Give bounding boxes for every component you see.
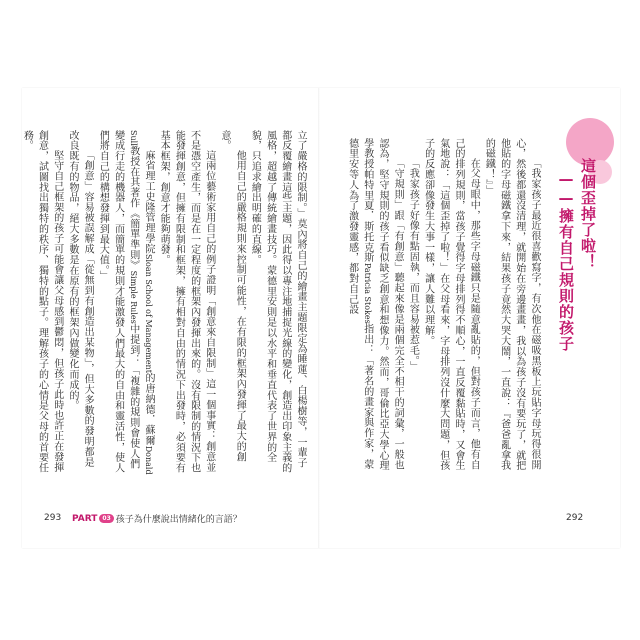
paragraph: 「創意」容易被誤解成「從無到有創造出某物」，但大多數的發明都是改良既有的物品，絕大多數是在原有的框架內做變化而成的。 <box>66 130 94 468</box>
part-number-badge: 03 <box>99 514 113 523</box>
paragraph-text: 中提到：「複雜的規則會使人們變成行走的機器人，而簡單的規則才能激發人們最大的自由和靈活性，使人們將自己的構想發揮到最大值。」 <box>97 130 139 474</box>
paragraph-text: 教授在其著作《簡單準則》 <box>127 145 139 271</box>
paragraph: 立了嚴格的限制。」莫內將自己的繪畫主題限定為睡蓮、白楊樹等，一輩子都反覆繪畫這些主題，因此得以專注地捕捉光線的變化，創造出印象主義的風格，超越了傳統繪畫技巧。蒙德里安則是以水平和垂直代表了世界的全貌，只追求繪出明確的直線。 <box>249 130 306 474</box>
paragraph: 「我家孩子好像有點固執，而且容易被惹毛。」 <box>407 158 419 372</box>
left-page-body <box>21 130 308 476</box>
section-title: 這個歪掉了啦！ <box>579 158 597 270</box>
right-page-body <box>336 138 542 476</box>
paragraph-text: 指出：「著名的畫家與作家，蒙德里安等人為了激發靈感，都對自己設 <box>346 138 373 470</box>
paragraph: 「我家孩子最近很喜歡寫字，有次他在磁吸黑板上玩貼字母玩得很開心，然後都還沒清理，就開始在旁邊畫畫，我以為孩子沒有要玩了，就把他貼的字母磁鐵拿下來，結果孩子竟然大哭大鬧，一直說：『爸爸亂拿我的磁鐵！』」 <box>483 138 540 471</box>
page-number-right: 292 <box>566 513 584 523</box>
paragraph <box>344 138 405 476</box>
paragraph: 他用自己的嚴格規則來控制可能性，在有限的框架內發揮了最大的創意。 <box>218 130 246 462</box>
running-footer <box>72 512 242 525</box>
paragraph-text: 麻省理工史隆管理學院 <box>142 150 154 254</box>
paragraph: 在父母眼中，那些字母磁鐵只是隨意亂貼的，但對孩子而言，他有自己的排列規則，當孩子覺得字母排列得不順心，一直反覆黏貼時，又會生氣地說：「這個歪掉了啦！」在父母看來，字母排列沒什麼大問題，但孩子的反應卻像發生大事一樣，讓人難以理解。 <box>422 138 480 471</box>
paragraph: 這兩位藝術家用自己的例子證明「創意來自限制」這一個事實：創意並不是憑空產生，而是在一定程度的框架內發揮出來的。沒有限制的情況下也能發揮創意，但擁有限制和框架，擁有相對自由的情況下出發時，必須要有基本框架，創意才能夠萌發。 <box>158 130 215 474</box>
paragraph: 堅守自己框架的孩子可能會讓父母感到鬱悶，但孩子此時也許正在發揮創意，試圖找出獨特的秩序、獨特的點子。理解孩子的心情是父母的首要任務。 <box>21 130 63 474</box>
paragraph <box>95 130 156 476</box>
english-name: Patricia Stokes <box>362 262 372 324</box>
paragraph-text: 「守規則」跟「有創意」聽起來像是兩個完全不相干的詞彙，一般也認為，堅守規則的孩子看似缺乏創意和想像力。然而，哥倫比亞大學心理學教授帕特里夏．斯托克斯 <box>361 138 404 471</box>
section-subtitle: ——擁有自己規則的孩子 <box>557 170 575 352</box>
english-name: Sloan School of Management <box>143 254 153 373</box>
part-label: PART <box>72 513 98 524</box>
part-caption: 孩子為什麼說出情緒化的言語？ <box>115 515 242 525</box>
page-number-left: 293 <box>44 513 62 523</box>
book-gutter <box>318 88 320 548</box>
english-name: Donald Sull <box>128 130 153 475</box>
paragraph-text: 的唐納德．蘇爾 <box>142 372 154 446</box>
english-name: Simple Rules <box>128 270 138 324</box>
